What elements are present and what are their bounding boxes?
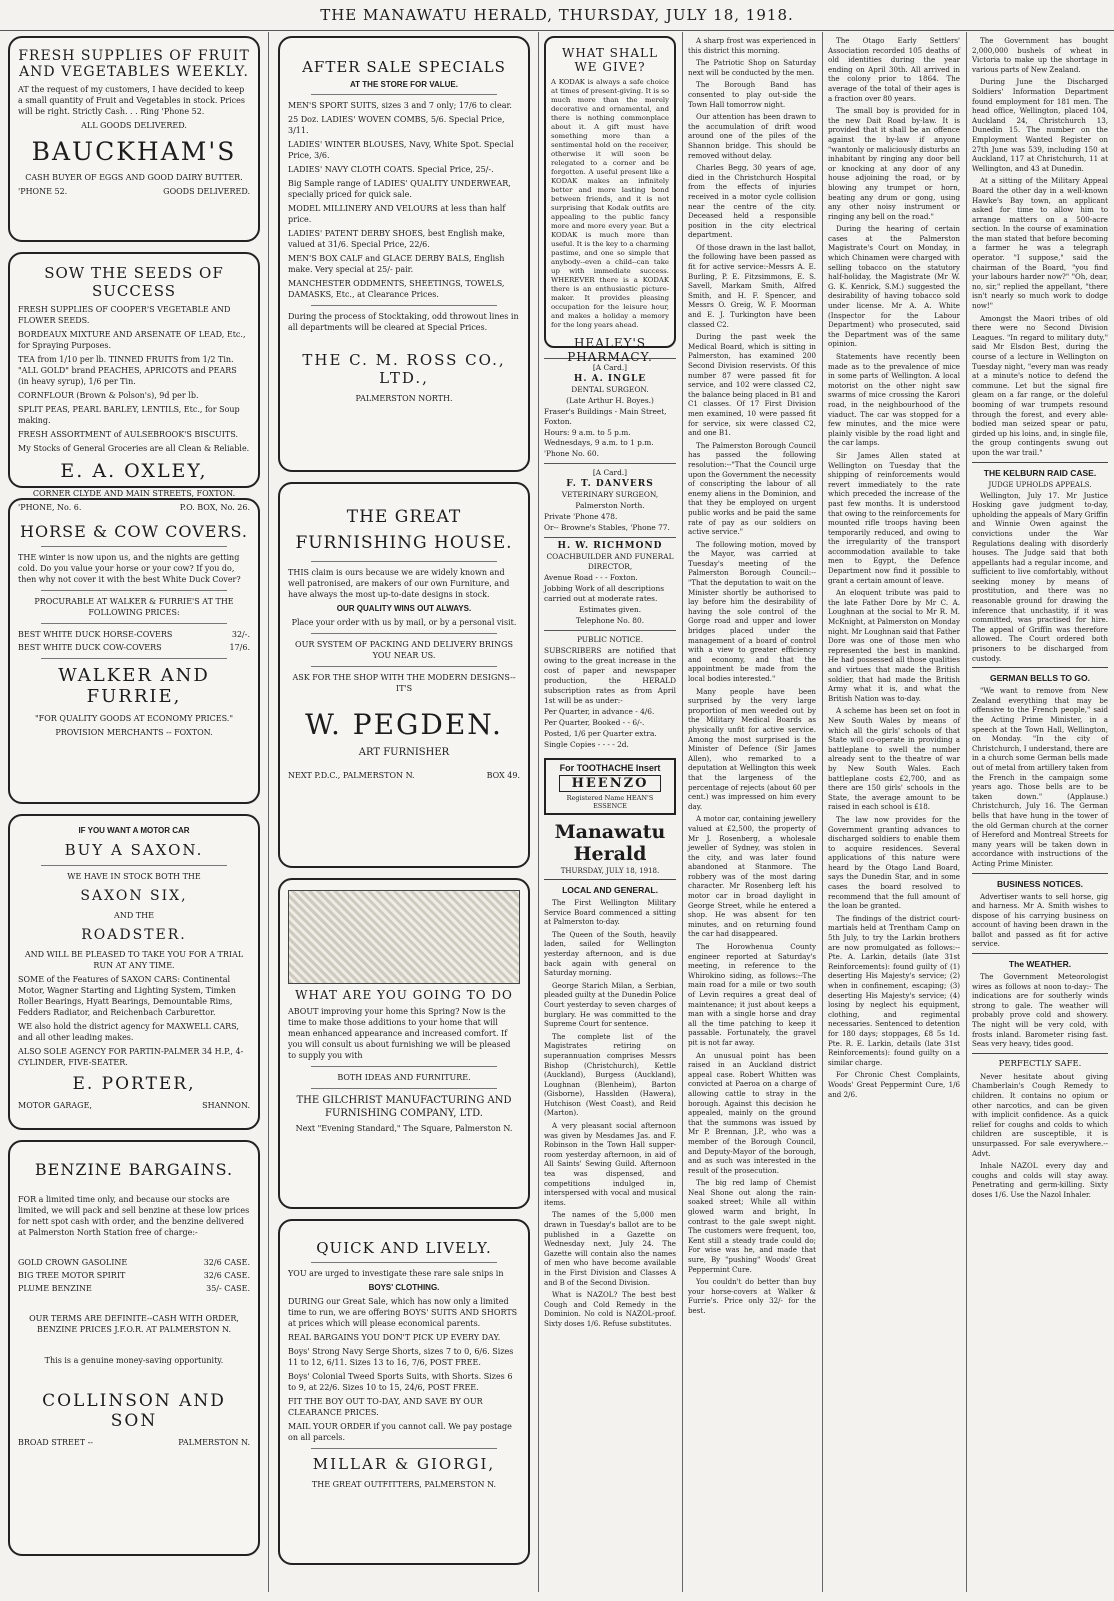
card-line: Or-- Browne's Stables, 'Phone 77. xyxy=(544,523,670,532)
ad-item: BEST WHITE DUCK HORSE-COVERS xyxy=(18,630,173,639)
ad-line: ASK FOR THE SHOP WITH THE MODERN DESIGNS--IT'S xyxy=(292,673,516,693)
ad-line: PROCURABLE AT WALKER & FURRIE'S AT THE FOLLOWING PRICES: xyxy=(34,597,234,617)
news-paragraph: George Starich Milan, a Serbian, pleaded guilty at the Dunedin Police Court yesterday to seven charges of burglary. He was committed to the Supreme Court for sentence. xyxy=(544,980,676,1029)
card-phone: Private 'Phone 478. xyxy=(544,512,618,521)
ad-price: 32/6 CASE. xyxy=(203,1271,250,1280)
card-label: [A Card.] xyxy=(592,363,628,372)
article-heading: BUSINESS NOTICES. xyxy=(997,878,1083,889)
ad-line: ALSO SOLE AGENCY FOR PARTIN-PALMER 34 H.P., 4-CYLINDER, FIVE-SEATER. xyxy=(18,1047,244,1067)
ad-title: QUICK AND LIVELY. xyxy=(316,1239,492,1257)
news-paragraph: The Government has bought 2,000,000 bushels of wheat in Victoria to make up the shortage in various parts of New Zealand. xyxy=(972,36,1108,74)
ad-gilchrist xyxy=(278,878,530,1209)
ad-tagline: THE GREAT OUTFITTERS, PALMERSTON N. xyxy=(311,1480,497,1489)
ad-title: HORSE & COW COVERS. xyxy=(20,522,248,541)
ad-line: LADIES' PATENT DERBY SHOES, best English make, valued at 31/6. Special Price, 22/6. xyxy=(288,229,505,249)
card-richmond xyxy=(544,537,676,630)
ad-item: PLUME BENZINE xyxy=(18,1284,92,1293)
news-paragraph: Many people have been surprised by the very large proportion of men weeded out by the Military Medical Boards as physically unfit for active service. Among the most surprised is the Minister of Defence (Sir James Allen), who remarked to a deputation at Wellington this week that the largeness of the percentage of rejects (about 60 per cent.) was impressed on him every day. xyxy=(688,686,816,811)
ad-title: AFTER SALE SPECIALS xyxy=(302,58,506,76)
ad-line: During the process of Stocktaking, odd throwout lines in all departments will be cleared at Special Prices. xyxy=(288,312,519,332)
card-name: F. T. DANVERS xyxy=(566,479,654,489)
ad-line: LADIES' WINTER BLOUSES, Navy, White Spot. Special Price, 3/6. xyxy=(288,140,514,160)
ad-line: AND THE xyxy=(114,911,154,920)
article-heading: The WEATHER. xyxy=(1008,959,1072,970)
dateline: THURSDAY, JULY 18, 1918. xyxy=(560,867,660,875)
ad-healey xyxy=(544,36,676,364)
news-paragraph: An unusual point has been raised in an Auckland district appeal case. Robert Whitten was convicted at Paeroa on a charge of allowing cattle to stray in the borough. Against this decision he appealed, mainly on the ground that the summons was issued by Mr P. Brennan, J.P., who was a member of the Borough Council, and Deputy-Mayor of the borough, and as such was interested in the result of the prosecution. xyxy=(688,1050,816,1175)
card-name: H. W. RICHMOND xyxy=(557,541,663,551)
card-name: H. A. INGLE xyxy=(573,374,647,384)
ad-title: WHAT ARE YOU GOING TO DO xyxy=(295,988,513,1002)
ad-millar-giorgi xyxy=(278,1219,530,1565)
ad-bauckham xyxy=(8,36,260,242)
ad-tagline: "FOR QUALITY GOODS AT ECONOMY PRICES." xyxy=(34,714,234,723)
card-phone: 'Phone No. 60. xyxy=(544,449,599,458)
ad-line: WE HAVE IN STOCK BOTH THE xyxy=(67,872,201,881)
ad-box: BOX 49. xyxy=(486,771,520,780)
news-paragraph: Statements have recently been made as to the prevalence of mice in some parts of Wellington. A local motorist on the other night saw swarms of mice crossing the Karori road, in the neighbourhood of the viaduct. The car was stopped for a few minutes, and the mice were plainly visible by the road light and the car lamps. xyxy=(828,352,960,448)
article-paragraph: Wellington, July 17. Mr Justice Hosking gave judgment to-day, upholding the appeals of Mary Griffin and Winnie Owen against the convictions under the War Regulations dealing with disorderly houses. The Judge said that both appellants had a regular income, and sufficient to live comfortably, without seeking money by means of prostitution, and there was no reasonable ground for drawing the inference that unchastity, if it was committed, was practised for hire. The appeal of Griffin was therefore allowed. The Court ordered both prisoners to be discharged from custody. xyxy=(972,490,1108,663)
card-label: [A Card.] xyxy=(592,468,628,477)
ad-oxley xyxy=(8,252,260,512)
ad-ross xyxy=(278,36,530,472)
news-paragraph: A sharp frost was experienced in this district this morning. xyxy=(688,36,816,55)
card-danvers xyxy=(544,463,676,537)
ad-line: BROAD STREET -- xyxy=(18,1438,93,1447)
ad-title: BENZINE BARGAINS. xyxy=(34,1160,234,1179)
ad-title: SOW THE SEEDS OF SUCCESS xyxy=(44,264,224,300)
ad-line: TEA from 1/10 per lb. TINNED FRUITS from 1/2 Tin. "ALL GOLD" brand PEACHES, APRICOTS and PEARS (in heavy syrup), 1/6 per Tin. xyxy=(18,355,237,386)
ad-line: 25 Doz. LADIES' WOVEN COMBS, 5/6. Special Price, 3/11. xyxy=(288,115,505,135)
card-address: Avenue Road - - - Foxton. xyxy=(544,573,638,582)
news-paragraph: The Queen of the South, heavily laden, sailed for Wellington yesterday afternoon, and is due back again with general on Saturday morning. xyxy=(544,929,676,978)
ad-line: SHANNON. xyxy=(202,1101,250,1110)
column-rule xyxy=(268,32,269,1592)
news-paragraph: Charles Begg, 30 years of age, died in the Christchurch Hospital from the effects of injuries received in a motor cycle collision near the centre of the city. Deceased held a responsible position in the city electrical department. xyxy=(688,163,816,240)
column-5 xyxy=(828,36,960,1596)
article-paragraph: "We want to remove from New Zealand everything that may be offensive to the French people," said the Acting Prime Minister, in a speech at the Town Hall, Wellington, on Monday. "In the city of Christchurch, I understand, there are in a church some German bells made out of metal from artillery taken from the French in the campaign some years ago. Those bells are to be taken down." (Applause.) Christchurch, July 16. The German bells that have hung in the tower of the old German church at the corner of Hereford and Montreal Streets for many years will be taken down in accordance with instructions of the Acting Prime Minister. xyxy=(972,686,1108,868)
ad-line: SAXON SIX, xyxy=(80,888,188,904)
card-line: Jobbing Work of all descriptions carried out at moderate rates. xyxy=(544,584,664,603)
ad-item: BIG TREE MOTOR SPIRIT xyxy=(18,1271,126,1280)
card-role: VETERINARY SURGEON, xyxy=(561,490,659,499)
ad-line: Place your order with us by mail, or by a personal visit. xyxy=(291,618,517,627)
news-paragraph: Amongst the Maori tribes of old there were no Second Division Leagues. "In regard to military duty," said Mr Elsdon Best, during the course of a lecture in Wellington on Tuesday night, "every man was ready at a minute's notice to defend the commune. Let but the signal fire gleam on a far range, or the doleful booming of war trumpets resound through the forest, and every able-bodied man seized spear or patu, girded up his loins, and, in single file, the group contingents swung out upon the war trail." xyxy=(972,313,1108,457)
ad-line: OUR TERMS ARE DEFINITE--CASH WITH ORDER, BENZINE PRICES J.F.O.R. AT PALMERSTON N. xyxy=(29,1314,239,1334)
ad-address: NEXT P.D.C., PALMERSTON N. xyxy=(288,771,415,780)
ad-line: Boys' Strong Navy Serge Shorts, sizes 7 to 0, 6/6. Sizes 11 to 12, 6/11. Sizes 13 to 16, 7/6, POST FREE. xyxy=(288,1347,514,1367)
ad-price: 17/6. xyxy=(229,643,250,652)
news-paragraph: Of those drawn in the last ballot, the following have been passed as fit for active service:-Messrs A. E. Burling, P. E. Fitzsimmons, E. S. Savell, Markam Smith, Alfred Smith, and H. F. Spencer, and Messrs O. Greig, W. F. Moorman and E. J. Turkington have been classed C2. xyxy=(688,242,816,329)
news-paragraph: An eloquent tribute was paid to the late Father Dore by Mr C. A. Loughnan at the social to Mr R. M. McKnight, at Palmerston on Monday night. Mr Loughnan said that Father Dore was one of those men who represented the best in mankind. He had possessed all those qualities and virtues that made the British soldier, that had made the British Army what it is, and what the British Nation was to-day. xyxy=(828,588,961,703)
public-notice xyxy=(544,630,676,754)
article-paragraph: Never hesitate about giving Chamberlain's Cough Remedy to children. It contains no opium or other narcotics, and can be given with implicit confidence. As a quick relief for coughs and colds to which children are susceptible, it is unsurpassed. For sale everywhere.--Advt. xyxy=(972,1071,1108,1158)
ad-pegden xyxy=(278,482,530,868)
ad-address: Next "Evening Standard," The Square, Palmerston N. xyxy=(295,1124,513,1133)
news-paragraph: During the past week the Medical Board, which is sitting in Palmerston, has examined 200 Second Division reservists. Of this number 87 were passed fit for service, and 102 were classed C2, the balance being placed in B1 and C1 classes. Of 17 First Division men examined, 10 were passed fit for service, six were classed C2, and one B1. xyxy=(688,332,816,438)
news-paragraph: A very pleasant social afternoon was given by Mesdames Jas. and F. Robinson in the Town Hall supper-room yesterday afternoon, in aid of All Saints' Sewing Guild. Afternoon tea was dispensed, and competitions indulged in, interspersed with vocal and musical items. xyxy=(544,1121,676,1207)
ad-price: 32/6 CASE. xyxy=(203,1258,250,1267)
masthead: THE MANAWATU HERALD, THURSDAY, JULY 18, 1918. xyxy=(0,0,1114,31)
ad-porter xyxy=(8,814,260,1130)
ad-name: WALKER AND FURRIE, xyxy=(58,665,210,707)
news-paragraph: During the hearing of certain cases at the Palmerston Magistrate's Court on Monday, in which Chinamen were charged with selling tobacco on the statutory half-holiday, the Magistrate (Mr W. G. K. Kenrick, S.M.) suggested the desirability of having tobacco sold under license. Mr A. A. White (Inspector for the Labour Department) who prosecuted, said the Department was of the same opinion. xyxy=(828,224,960,349)
news-paragraph: For Chronic Chest Complaints, Woods' Great Peppermint Cure, 1/6 and 2/6. xyxy=(828,1070,960,1099)
news-paragraph: The Patriotic Shop on Saturday next will be conducted by the men. xyxy=(688,58,816,77)
ad-heenzo xyxy=(544,758,676,815)
ad-name: THE GILCHRIST MANUFACTURING AND FURNISHING COMPANY, LTD. xyxy=(296,1095,512,1119)
ad-name: HEALEY'S PHARMACY. xyxy=(567,336,653,364)
ad-line: Boys' Colonial Tweed Sports Suits, with Shorts. Sizes 6 to 9, at 22/6. Sizes 10 to 15, 24/6, POST FREE. xyxy=(288,1372,513,1392)
ad-price: 35/- CASE. xyxy=(206,1284,250,1293)
news-paragraph: The findings of the district court-martials held at Trentham Camp on 5th July, to try the Larkin brothers are now promulgated as follows:--Pte. A. Larkin, details (late 31st Reinforcements): found guilty of (1) deserting His Majesty's service; (2) when in confinement, escaping; (3) deserting His Majesty's service; (4) losing by neglect his equipment, clothing, and regimental necessaries. Sentenced to detention for 180 days; stoppages, £8 5s 1d. Pte. R. E. Larkin, details (late 31st Reinforcements): found guilty on a similar charge. xyxy=(828,913,960,1067)
card-line: Estimates given. xyxy=(578,605,642,614)
ad-body: AT the request of my customers, I have decided to keep a small quantity of Fruit and Vegetables in stock. Prices will be right. Strictly Cash. . . Ring 'Phone 52. xyxy=(18,85,245,116)
heenzo-logo: HEENZO xyxy=(559,775,661,792)
card-address: Palmerston North. xyxy=(575,501,645,510)
article-paragraph: Inhale NAZOL every day and coughs and colds will stay away. Penetrating and germ-killing. Sixty doses 1/6. Use the Nazol Inhaler. xyxy=(972,1161,1108,1199)
column-3 xyxy=(544,36,676,1596)
ad-item: GOLD CROWN GASOLINE xyxy=(18,1258,128,1267)
ad-name: W. PEGDEN. xyxy=(305,708,503,741)
ad-line: YOU are urged to investigate these rare sale snips in xyxy=(288,1269,504,1278)
ad-line: AND WILL BE PLEASED TO TAKE YOU FOR A TRIAL RUN AT ANY TIME. xyxy=(24,950,244,970)
ad-title: FRESH SUPPLIES OF FRUIT AND VEGETABLES WEEKLY. xyxy=(18,48,250,80)
news-paragraph: The Palmerston Borough Council has passed the following resolution:--"That the Council urge upon the Government the necessity of conscripting the labour of all enemy aliens in the Dominion, and that they be employed on urgent public works and be paid the same rate of pay as our soldiers on active service." xyxy=(688,440,816,537)
card-line: Hours: 9 a.m. to 5 p.m. Wednesdays, 9 a.m. to 1 p.m. xyxy=(544,428,654,447)
ad-line: ROADSTER. xyxy=(81,927,187,943)
ad-name: MILLAR & GIORGI, xyxy=(312,1455,496,1473)
ad-body: THIS claim is ours because we are widely known and well patronised, are makers of our own Furniture, and have always the most up-to-date designs in stock. xyxy=(288,568,510,599)
ad-line: SOME of the Features of SAXON CARS: Continental Motor, Wagner Starting and Lighting System, Timken Roller Bearings, Hyatt Bearings, Demountable Rims, Fedders Radiator, and Reichenbach Carburettor. xyxy=(18,975,236,1017)
ad-name: COLLINSON AND SON xyxy=(42,1391,226,1431)
news-paragraph: The big red lamp of Chemist Neal Shone out along the rain-soaked street; While all within glowed warm and bright, In contrast to the gale swept night. The customers were frequent, too, Kent still a steady trade could do; For wise was he, and made that sure, By "pushing" Woods' Great Peppermint Cure. xyxy=(688,1178,816,1274)
news-paragraph: What is NAZOL? The best best Cough and Cold Remedy in the Dominion. No cold is NAZOL-proof. Sixty doses 1/6. Refuse substitutes. xyxy=(544,1290,676,1328)
ad-body: A KODAK is always a safe choice at times of present-giving. It is so much more than the merely decorative and ornamental, and there is nothing commonplace about it. A gift must have something more than a sentimental hold on the receiver, otherwise it will soon be relegated to a corner and be forgotten. A useful present like a KODAK makes an infinitely better and more lasting bond between friends, and it is not surprising that Kodak outfits are appealing to the public fancy more and more every year. But a KODAK is much more than useful. It is the key to a charming pastime, and one so simple that anybody--even a child--can take up with immediate success. WHEREVER there is a KODAK there is an enthusiastic picture-maker. It provides pleasing occupation for the leisure hour, and makes a holiday a memory for the long years ahead. xyxy=(551,78,669,329)
ad-line: FRESH ASSORTMENT of AULSEBROOK'S BISCUITS. xyxy=(18,430,239,439)
card-role: COACHBUILDER AND FUNERAL DIRECTOR, xyxy=(546,552,674,571)
notice-title: PUBLIC NOTICE. xyxy=(576,635,644,644)
ad-line: OUR SYSTEM OF PACKING AND DELIVERY BRINGS YOU NEAR US. xyxy=(295,640,513,660)
notice-rate: Per Quarter, Booked - - 6/-. xyxy=(544,718,645,727)
article-heading: GERMAN BELLS TO GO. xyxy=(990,673,1090,684)
notice-body: SUBSCRIBERS are notified that owing to the great increase in the cost of paper and newspaper production, the HERALD subscription rates as from April 1st will be as under:- xyxy=(544,646,676,705)
news-paragraph: During June the Discharged Soldiers' Information Department found employment for 181 men. The head office, Wellington, placed 104, Auckland 24, Christchurch 13, Dunedin 15. The number on the Employment Wanted Register on 27th June was 539, including 150 at Auckland, 117 at Christchurch, 11 at Wellington, and 43 at Dunedin. xyxy=(972,77,1108,173)
news-paragraph: You couldn't do better than buy your horse-covers at Walker & Furrie's. Price only 32/- for the best. xyxy=(688,1277,816,1315)
ad-line: REAL BARGAINS YOU DON'T PICK UP EVERY DAY. xyxy=(288,1333,501,1342)
column-4 xyxy=(688,36,816,1596)
ad-line: PALMERSTON N. xyxy=(178,1438,250,1447)
ad-line: ART FURNISHER xyxy=(358,747,450,758)
ad-line: PROVISION MERCHANTS -- FOXTON. xyxy=(55,728,213,737)
ad-subtitle: AT THE STORE FOR VALUE. xyxy=(349,80,458,89)
news-paragraph: The Horowhenua County engineer reported at Saturday's meeting, in reference to the Whirokino siding, as follows:--The main road for a mile or two south of Levin requires a great deal of maintenance; it just about keeps a man with a single horse and dray all the time patching to keep it passable. Fortunately, the gravel pit is not far away. xyxy=(688,942,816,1047)
ad-line: Registered Name HEAN'S ESSENCE xyxy=(566,794,654,810)
ad-line: BOTH IDEAS AND FURNITURE. xyxy=(337,1073,471,1082)
ad-line: LADIES' NAVY CLOTH COATS. Special Price, 25/-. xyxy=(288,165,494,174)
ad-line: BORDEAUX MIXTURE AND ARSENATE OF LEAD, Etc., for Spraying Purposes. xyxy=(18,330,246,350)
ad-title: IF YOU WANT A MOTOR CAR xyxy=(78,826,190,835)
card-ingle xyxy=(544,358,676,463)
ad-line: This is a genuine money-saving opportunity. xyxy=(44,1356,224,1365)
ad-line: ALL GOODS DELIVERED. xyxy=(81,121,187,130)
ad-line: CORNFLOUR (Brown & Polson's), 9d per lb. xyxy=(18,391,199,400)
news-paragraph: A scheme has been set on foot in New South Wales by means of which all the girls' schools of that State will co-operate in providing a battleplane to swell the number already sent to the theatre of war by New South Wales. Each battleplane costs £2,700, and as there are 150 girls' schools in the State, the average amount to be raised in each school is £18. xyxy=(828,706,960,812)
card-address: Fraser's Buildings - Main Street, Foxton. xyxy=(544,407,667,426)
ad-line: SPLIT PEAS, PEARL BARLEY, LENTILS, Etc., for Soup making. xyxy=(18,405,240,425)
ad-title: BUY A SAXON. xyxy=(64,841,204,859)
ad-body: FOR a limited time only, and because our stocks are limited, we will pack and sell benzine at these low prices for nett spot cash with order, and the benzine delivered at Palmerston North Station free of charge:- xyxy=(18,1195,250,1237)
article-subheading: JUDGE UPHOLDS APPEALS. xyxy=(988,480,1092,489)
ad-address: CORNER CLYDE AND MAIN STREETS, FOXTON. xyxy=(32,489,236,498)
ad-line: MEN'S BOX CALF and GLACE DERBY BALS, English make. Very special at 25/- pair. xyxy=(288,254,505,274)
ad-phone: 'PHONE, No. 6. xyxy=(18,503,82,512)
news-paragraph: The following motion, moved by the Mayor, was carried at Tuesday's meeting of the Palmerston Borough Council:--"That the deputation to wait on the Minister shortly be authorised to lay before him the desirability of having the sole control of the Gorge road and upper and lower bridges placed under the management of a board of control with a view to greater efficiency and economy, and that the appointment be made from the local bodies interested." xyxy=(688,539,816,683)
column-2 xyxy=(278,36,530,1575)
ad-name: THE C. M. ROSS CO., LTD., xyxy=(302,351,506,387)
news-paragraph: The names of the 5,000 men drawn in Tuesday's ballot are to be published in a Gazette on Wednesday next, July 24. The Gazette will contain also the names of men who have become available in the First Division and Classes A and B of the Second Division. xyxy=(544,1210,676,1287)
notice-rate: Posted, 1/6 per Quarter extra. xyxy=(544,729,657,738)
ad-line: MANCHESTER ODDMENTS, SHEETINGS, TOWELS, DAMASKS, Etc., at Clearance Prices. xyxy=(288,279,505,299)
ad-price: 32/-. xyxy=(231,630,250,639)
ad-line: FRESH SUPPLIES OF COOPER'S VEGETABLE AND FLOWER SEEDS. xyxy=(18,305,231,325)
ad-line: MOTOR GARAGE, xyxy=(18,1101,92,1110)
ad-tagline: CASH BUYER OF EGGS AND GOOD DAIRY BUTTER. xyxy=(25,173,243,182)
section-heading: LOCAL AND GENERAL. xyxy=(562,885,658,895)
ad-body: ABOUT improving your home this Spring? Now is the time to make those additions to your home that will mean enhanced appearance and increased comfort. If you will consult us about furnishing we will be pleased to supply you with xyxy=(288,1007,511,1060)
ad-line: OUR QUALITY WINS OUT ALWAYS. xyxy=(336,604,472,613)
news-paragraph: The complete list of the Magistrates retiring on superannuation comprises Messrs Bishop (Christchurch), Kettle (Auckland), Burgess (Auckland), Loughnan (Blenheim), Barton (Gisborne), Hasslden (Hawera), Hutchison (West Coast), and Reid (Marton). xyxy=(544,1031,676,1118)
ad-address: PALMERSTON NORTH. xyxy=(355,394,453,403)
ad-line: MEN'S SPORT SUITS, sizes 3 and 7 only; 17/6 to clear. xyxy=(288,101,512,110)
ad-phone: 'PHONE 52. xyxy=(18,187,68,196)
card-role: DENTAL SURGEON. xyxy=(571,385,649,394)
ad-line: MODEL MILLINERY AND VELOURS at less than half price. xyxy=(288,204,506,224)
article-paragraph: The Government Meteorologist wires as follows at noon to-day:- The indications are for southerly winds strong to gale. The weather will probably prove cold and showery. The night will be very cold, with frosts inland. Barometer rising fast. Seas very heavy, tides good. xyxy=(972,972,1108,1049)
news-paragraph: The Borough Band has consented to play out-side the Town Hall tomorrow night. xyxy=(688,80,816,109)
article-heading: PERFECTLY SAFE. xyxy=(998,1058,1082,1069)
ad-item: BEST WHITE DUCK COW-COVERS xyxy=(18,643,162,652)
ad-walker-furrie xyxy=(8,498,260,804)
news-paragraph: At a sitting of the Military Appeal Board the other day in a well-known Hawke's Bay town, an applicant asked for time to allow him to arrange matters on a 500-acre section. In the course of examination the man stated that before becoming a farmer he was a telegraph operator. "I suppose," said the chairman of the Board, "you find your labours harder now?" "Oh, dear, no, sir," replied the appellant, "there isn't nearly so much work to dodge now!" xyxy=(972,176,1108,311)
notice-rate: Per Quarter, in advance - 4/6. xyxy=(544,707,655,716)
column-rule xyxy=(538,32,539,1592)
ad-line: GOODS DELIVERED. xyxy=(163,187,250,196)
ad-body: THE winter is now upon us, and the nights are getting cold. Do you value your horse or your cow? If you do, then why not cover it with the best White Duck Cover? xyxy=(18,553,241,584)
ad-line: Big Sample range of LADIES' QUALITY UNDERWEAR, specially priced for quick sale. xyxy=(288,179,511,199)
news-paragraph: The small boy is provided for in the new Dait Road by-law. It is provided that it shall be an offence against the by-law if anyone "wantonly or maliciously disturbs an inhabitant by ringing any door bell or knocking at any door of any house adjoining the road, or by blowing any trumpet or horn, beating any drum or gong, using any other noisy instrument or ringing any bell on the road." xyxy=(828,106,960,221)
column-rule xyxy=(682,32,683,1592)
news-paragraph: Sir James Allen stated at Wellington on Tuesday that the shipping of reinforcements would revert immediately to the rate which preceded the increase of the past few months. It is understood that owing to the reinforcements for mounted rifle troops having been temporarily reduced, and owing to the irregularity of the transport accommodation available to take men to Egypt, the Defence Department now find it possible to grant a certain amount of leave. xyxy=(828,450,960,585)
ad-line: My Stocks of General Groceries are all Clean & Reliable. xyxy=(18,444,250,453)
newspaper-flag: Manawatu Herald xyxy=(554,821,666,865)
ad-line: MAIL YOUR ORDER if you cannot call. We pay postage on all parcels. xyxy=(288,1422,512,1442)
news-paragraph: The Otago Early Settlers' Association recorded 105 deaths of old identities during the year ending on April 30th. All arrived in the colony prior to 1864. The average of the total of their ages is a fraction over 80 years. xyxy=(828,36,960,103)
ad-title: For TOOTHACHE Insert xyxy=(559,763,661,773)
article-paragraph: Advertiser wants to sell horse, gig and harness. Mr A. Smith wishes to dispose of his carrying business on account of having been drawn in the ballot and passed as fit for active service. xyxy=(972,891,1108,949)
ad-line: DURING our Great Sale, which has now only a limited time to run, we are offering BOYS' SUITS AND SHORTS at prices which will please economical parents. xyxy=(288,1297,518,1328)
furnished-room-illustration xyxy=(288,890,520,984)
news-paragraph: A motor car, containing jewellery valued at £2,500, the property of Mr J. Rosenberg, a wholesale jeweller of Sydney, was stolen in the city, and was later found abandoned at Stanmore. The robbery was of the most daring character. Mr Rosenberg left his motor car in broad daylight in George Street, while he entered a shop. He was absent for ten minutes, and on returning found the car had disappeared. xyxy=(688,814,816,939)
news-paragraph: The First Wellington Military Service Board commenced a sitting at Palmerston to-day. xyxy=(544,898,676,927)
column-1 xyxy=(8,36,260,1566)
ad-collinson xyxy=(8,1140,260,1556)
ad-title: WHAT SHALL WE GIVE? xyxy=(562,46,658,74)
column-rule xyxy=(822,32,823,1592)
column-6 xyxy=(972,36,1108,1596)
column-rule xyxy=(966,32,967,1592)
ad-line: WE also hold the district agency for MAXWELL CARS, and all other leading makes. xyxy=(18,1022,239,1042)
ad-title: THE GREAT FURNISHING HOUSE. xyxy=(295,507,513,553)
notice-rate: Single Copies - - - - 2d. xyxy=(544,740,629,749)
card-phone: Telephone No. 80. xyxy=(575,616,645,625)
ad-line: BOYS' CLOTHING. xyxy=(368,1283,440,1292)
ad-name: BAUCKHAM'S xyxy=(31,137,237,166)
ad-box: P.O. BOX, No. 26. xyxy=(179,503,250,512)
article-heading: THE KELBURN RAID CASE. xyxy=(983,467,1097,478)
news-paragraph: Our attention has been drawn to the accumulation of drift wood around one of the piles of the Shannon bridge. This should be removed without delay. xyxy=(688,112,816,160)
card-line: (Late Arthur H. Boyes.) xyxy=(566,396,654,405)
ad-line: FIT THE BOY OUT TO-DAY, AND SAVE BY OUR CLEARANCE PRICES. xyxy=(288,1397,483,1417)
news-paragraph: The law now provides for the Government granting advances to discharged soldiers to enable them to acquire residences. Several applications of this nature were heard by the Otago Land Board, says the Dunedin Star, and in some cases the board resolved to recommend that the full amount of the loan be granted. xyxy=(828,814,960,911)
ad-name: E. A. OXLEY, xyxy=(60,460,208,482)
ad-name: E. PORTER, xyxy=(72,1074,196,1094)
